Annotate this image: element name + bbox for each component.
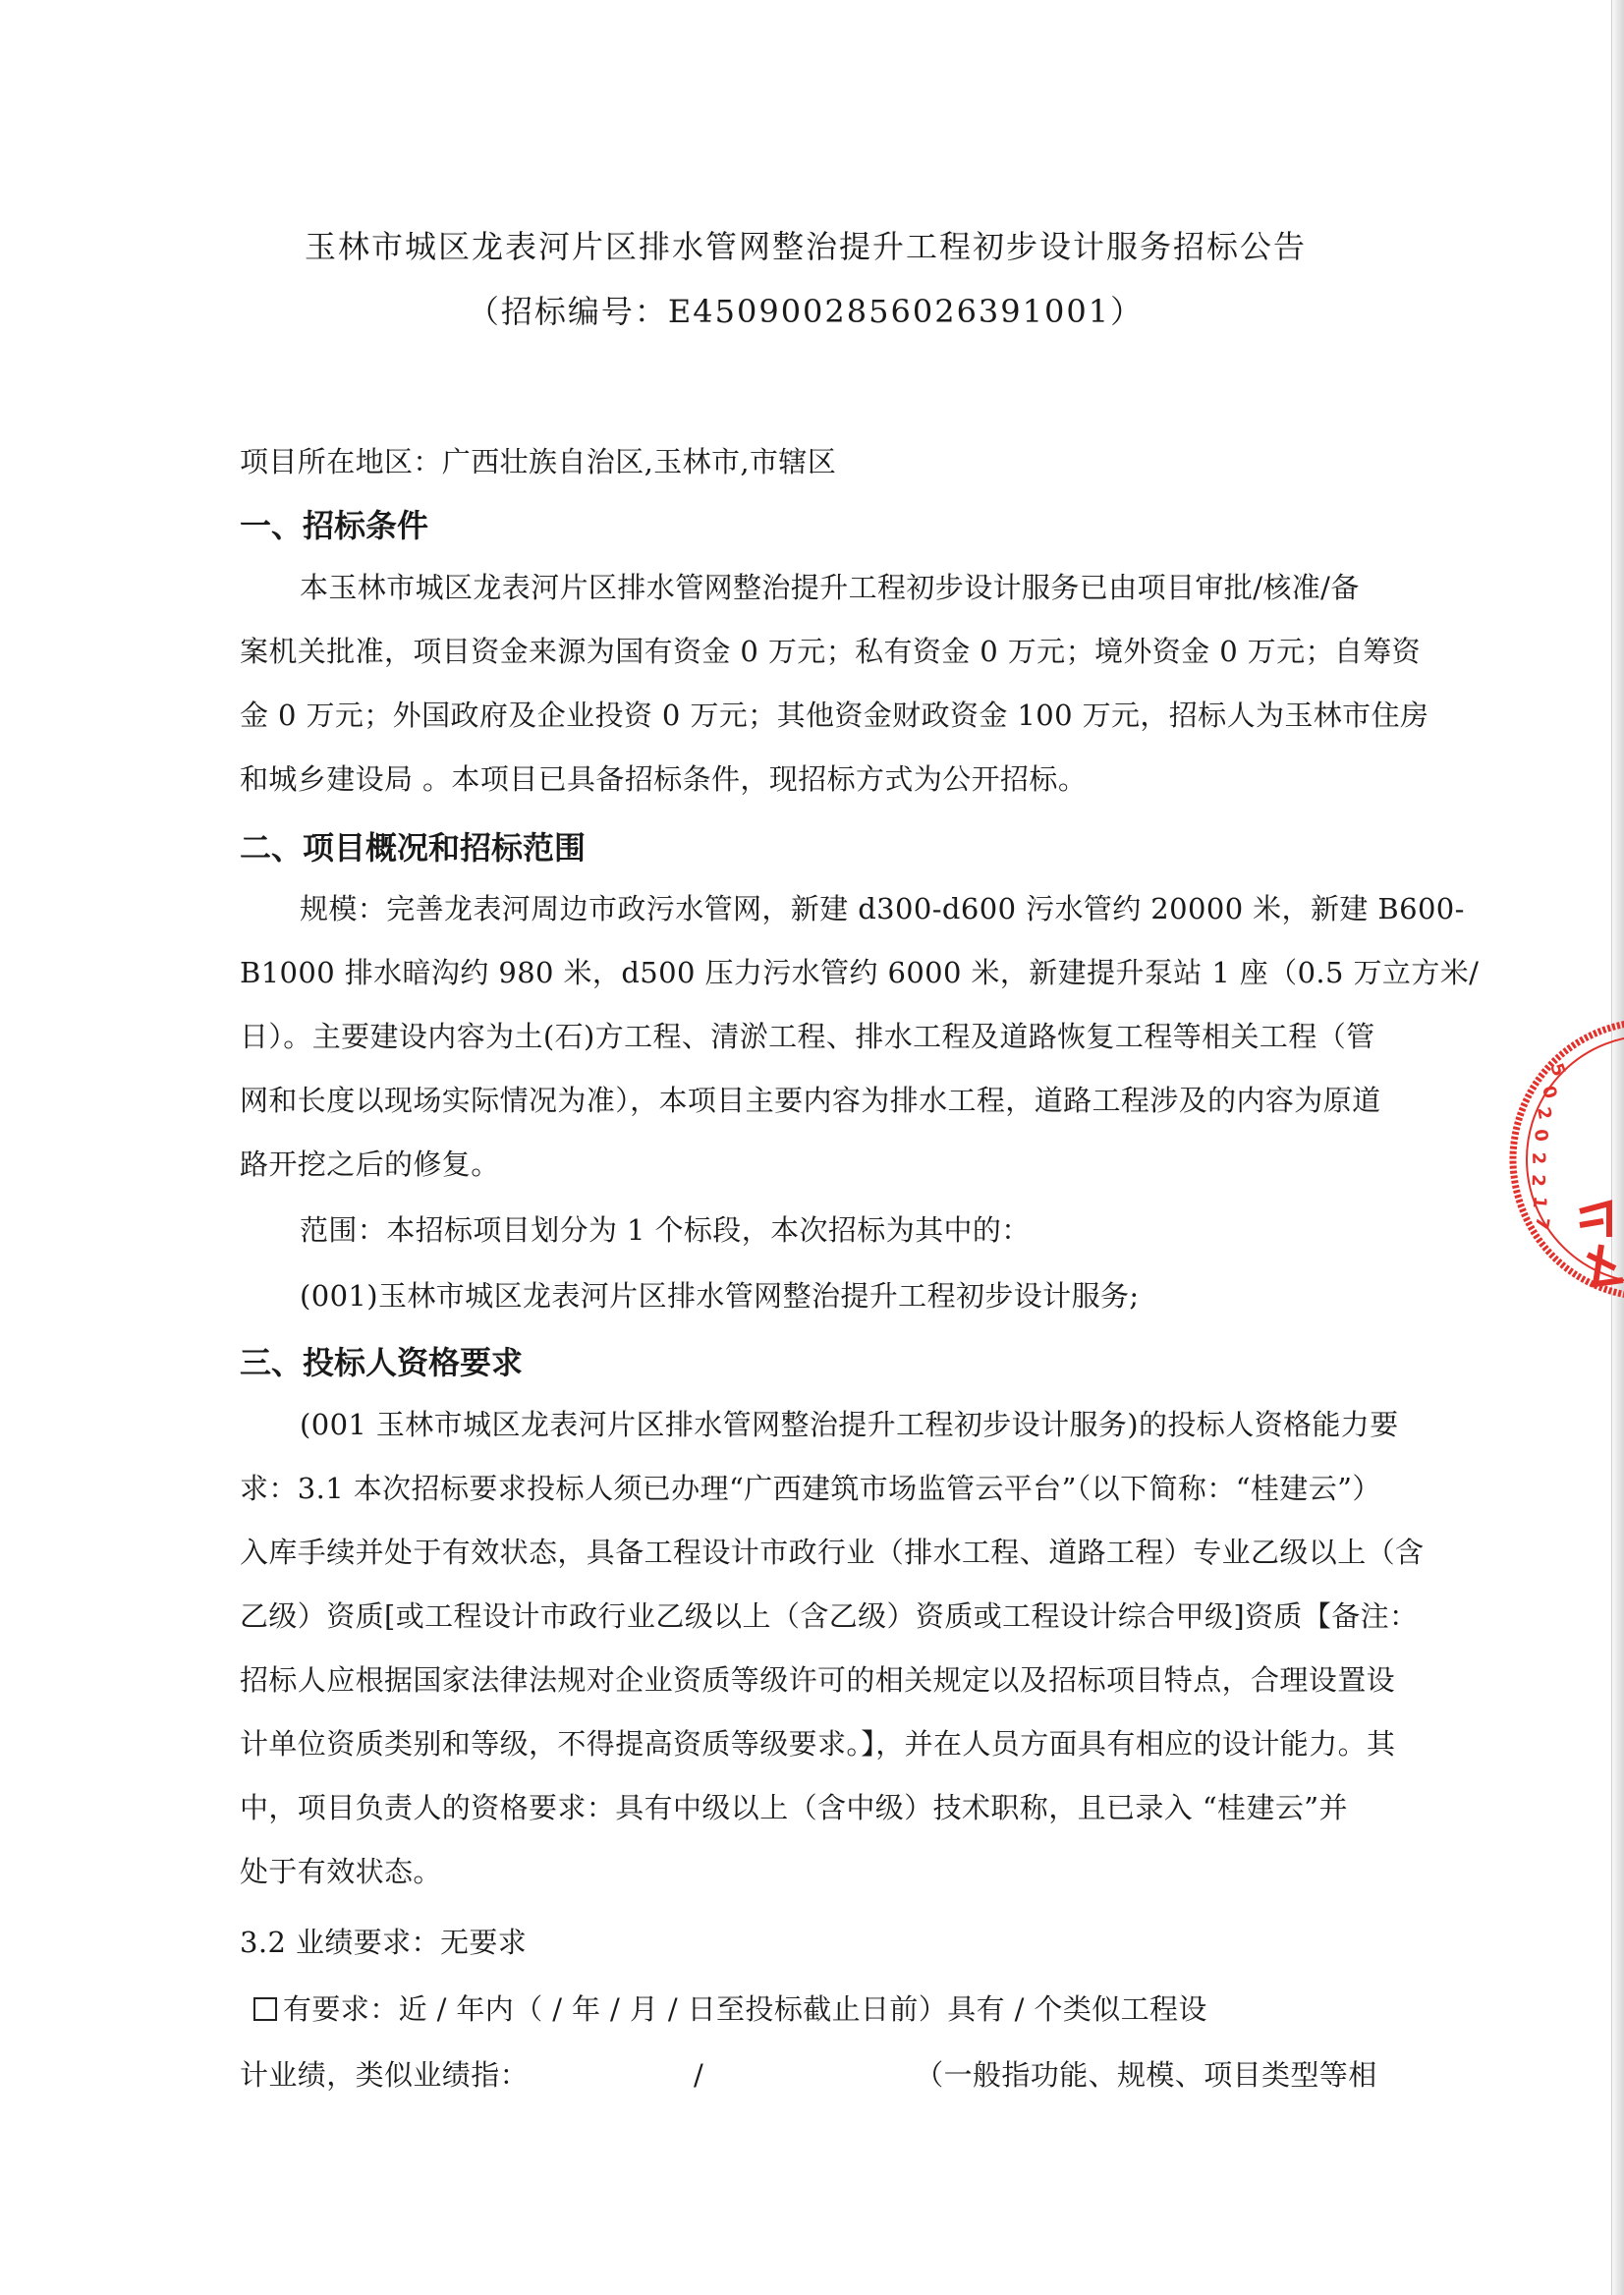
section-1-line: 案机关批准，项目资金来源为国有资金 0 万元；私有资金 0 万元；境外资金 0 万元；自筹资 <box>240 635 1422 668</box>
blank-slash: / <box>694 2058 704 2092</box>
section-3-line: 处于有效状态。 <box>240 1855 442 1888</box>
tender-number: （招标编号：E4509002856026391001） <box>467 293 1145 330</box>
performance-requirement-text: 有要求：近 / 年内（ / 年 / 月 / 日至投标截止日前）具有 / 个类似工程设 <box>283 1992 1207 2026</box>
section-3-line: (001 玉林市城区龙表河片区排水管网整治提升工程初步设计服务)的投标人资格能力要 <box>300 1408 1399 1441</box>
svg-text:2: 2 <box>1527 1173 1548 1188</box>
performance-detail-text: 计业绩，类似业绩指： <box>240 2058 530 2092</box>
section-3-line: 中，项目负责人的资格要求：具有中级以上（含中级）技术职称，且已录入 “桂建云”并 <box>240 1791 1348 1824</box>
svg-text:5: 5 <box>1545 1060 1570 1080</box>
section-3-line: 乙级）资质[或工程设计市政行业乙级以上（含乙级）资质或工程设计综合甲级]资质【备注： <box>240 1599 1419 1633</box>
section-2-line: 网和长度以现场实际情况为准），本项目主要内容为排水工程，道路工程涉及的内容为原道 <box>240 1084 1381 1117</box>
section-1-heading: 一、招标条件 <box>240 507 429 544</box>
performance-heading: 3.2 业绩要求：无要求 <box>240 1926 528 1959</box>
section-3-heading: 三、投标人资格要求 <box>240 1344 524 1381</box>
section-2-heading: 二、项目概况和招标范围 <box>240 829 587 867</box>
checkbox-icon <box>253 1997 277 2021</box>
svg-text:0: 0 <box>1530 1128 1552 1143</box>
section-3-line: 求：3.1 本次招标要求投标人须已办理“广西建筑市场监管云平台”（以下简称：“桂建云”） <box>240 1472 1381 1505</box>
svg-text:2: 2 <box>1528 1151 1549 1165</box>
official-seal-icon <box>1493 997 1624 1321</box>
performance-detail-note: （一般指功能、规模、项目类型等相 <box>915 2058 1377 2092</box>
project-location: 项目所在地区：广西壮族自治区,玉林市,市辖区 <box>240 445 837 478</box>
section-1-line: 金 0 万元；外国政府及企业投资 0 万元；其他资金财政资金 100 万元，招标人为玉林市住房 <box>240 699 1429 732</box>
performance-detail-line <box>240 2053 1377 2094</box>
performance-requirement-line <box>253 1987 1383 2028</box>
section-1-line: 和城乡建设局 。本项目已具备招标条件，现招标方式为公开招标。 <box>240 762 1088 796</box>
section-2-line: 日）。主要建设内容为土(石)方工程、清淤工程、排水工程及道路恢复工程等相关工程（管 <box>240 1020 1375 1053</box>
svg-text:0: 0 <box>1538 1084 1561 1101</box>
section-3-line: 计单位资质类别和等级，不得提高资质等级要求。】，并在人员方面具有相应的设计能力。其 <box>240 1727 1396 1761</box>
section-2-line: 路开挖之后的修复。 <box>240 1148 500 1181</box>
section-1-line: 本玉林市城区龙表河片区排水管网整治提升工程初步设计服务已由项目审批/核准/备 <box>300 571 1360 604</box>
section-2-line: 规模：完善龙表河周边市政污水管网，新建 d300-d600 污水管约 20000 米，新建 B600- <box>300 892 1465 925</box>
notice-title: 玉林市城区龙表河片区排水管网整治提升工程初步设计服务招标公告 <box>304 228 1307 265</box>
section-2-line: B1000 排水暗沟约 980 米，d500 压力污水管约 6000 米，新建提升泵站 1 座（0.5 万立方米/ <box>240 956 1480 989</box>
svg-text:1: 1 <box>1528 1195 1550 1210</box>
scope-text: 范围：本招标项目划分为 1 个标段，本次招标为其中的： <box>300 1213 1031 1247</box>
section-3-line: 入库手续并处于有效状态，具备工程设计市政行业（排水工程、道路工程）专业乙级以上（含 <box>240 1536 1425 1569</box>
section-3-line: 招标人应根据国家法律法规对企业资质等级许可的相关规定以及招标项目特点，合理设置设 <box>240 1663 1396 1697</box>
lot-text: (001)玉林市城区龙表河片区排水管网整治提升工程初步设计服务; <box>300 1279 1140 1313</box>
svg-text:2: 2 <box>1533 1105 1555 1122</box>
svg-text:7: 7 <box>1530 1215 1553 1232</box>
